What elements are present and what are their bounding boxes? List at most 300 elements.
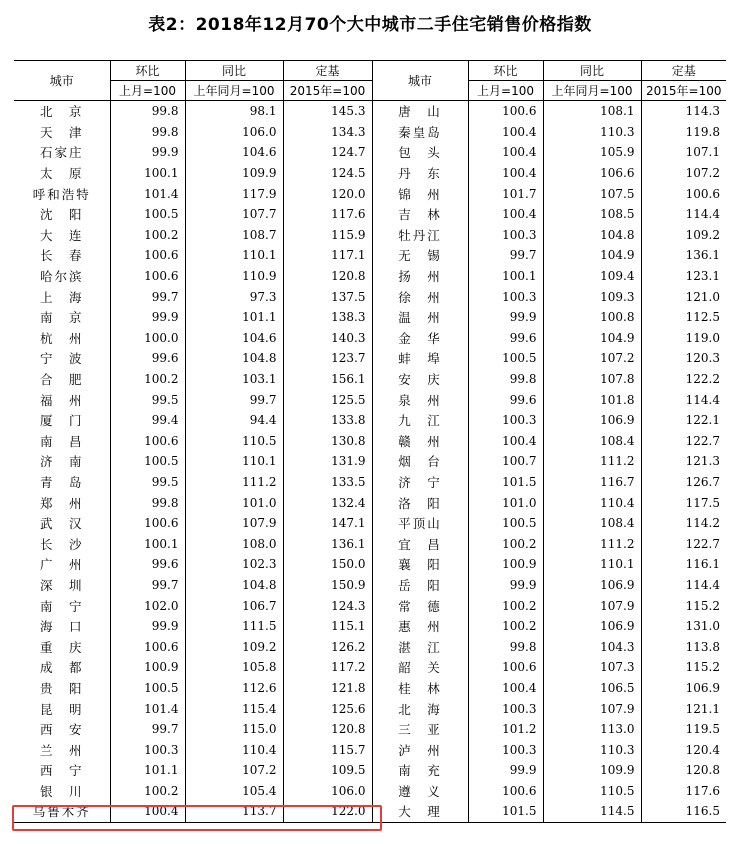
r-fix-cell: 122.7 (641, 431, 726, 452)
l-yoy-cell: 105.8 (185, 657, 283, 678)
l-yoy-cell: 101.0 (185, 492, 283, 513)
l-yoy-cell: 107.9 (185, 513, 283, 534)
r-city-cell: 丹 东 (372, 163, 468, 184)
r-fix-cell: 123.1 (641, 266, 726, 287)
l-mom-cell: 100.2 (110, 225, 185, 246)
l-fix-cell: 124.3 (283, 595, 372, 616)
l-fix-cell: 109.5 (283, 760, 372, 781)
r-fix-cell: 106.9 (641, 678, 726, 699)
r-city-cell: 湛 江 (372, 636, 468, 657)
r-city-cell: 桂 林 (372, 678, 468, 699)
l-city-cell: 天 津 (39, 124, 84, 140)
city-header-left: 城市 (14, 61, 110, 101)
l-fix-cell: 106.0 (283, 781, 372, 802)
l-mom-cell: 100.0 (110, 328, 185, 349)
l-mom-cell: 100.6 (110, 431, 185, 452)
l-fix-cell: 117.6 (283, 204, 372, 225)
r-city-cell: 蚌 埠 (372, 348, 468, 369)
r-yoy-cell: 108.4 (543, 431, 641, 452)
l-city-cell: 宁 波 (39, 351, 84, 367)
table-row (14, 472, 726, 493)
l-yoy-cell: 94.4 (185, 410, 283, 431)
l-yoy-cell: 115.4 (185, 698, 283, 719)
r-city-cell: 常 德 (372, 595, 468, 616)
l-city-cell: 长 春 (39, 248, 84, 264)
l-fix-cell: 132.4 (283, 492, 372, 513)
r-fix-cell: 122.1 (641, 410, 726, 431)
l-city-cell: 福 州 (39, 392, 84, 408)
r-city-cell: 洛 阳 (372, 492, 468, 513)
table-row (14, 266, 726, 287)
r-mom-cell: 100.3 (468, 286, 543, 307)
l-yoy-cell: 110.4 (185, 739, 283, 760)
l-yoy-cell: 107.2 (185, 760, 283, 781)
r-yoy-cell: 107.3 (543, 657, 641, 678)
r-yoy-cell: 107.9 (543, 698, 641, 719)
table-row (14, 595, 726, 616)
l-city-cell: 合 肥 (39, 372, 84, 388)
l-city-cell: 昆 明 (39, 701, 84, 717)
r-city-cell: 岳 阳 (372, 575, 468, 596)
r-mom-cell: 100.2 (468, 533, 543, 554)
r-mom-cell: 100.5 (468, 348, 543, 369)
r-mom-cell: 100.4 (468, 142, 543, 163)
r-city-cell: 济 宁 (372, 472, 468, 493)
table-row (14, 719, 726, 740)
table-row (14, 554, 726, 575)
l-fix-cell: 136.1 (283, 533, 372, 554)
l-city-cell: 深 圳 (39, 577, 84, 593)
r-yoy-cell: 109.9 (543, 760, 641, 781)
r-yoy-cell: 109.3 (543, 286, 641, 307)
r-mom-cell: 101.0 (468, 492, 543, 513)
l-mom-cell: 100.2 (110, 781, 185, 802)
l-mom-cell: 100.6 (110, 636, 185, 657)
l-city-cell: 重 庆 (39, 639, 84, 655)
table-row (14, 760, 726, 781)
r-mom-cell: 100.4 (468, 431, 543, 452)
l-yoy-cell: 98.1 (185, 101, 283, 122)
l-yoy-cell: 108.7 (185, 225, 283, 246)
r-yoy-cell: 107.9 (543, 595, 641, 616)
table-row (14, 183, 726, 204)
l-fix-cell: 126.2 (283, 636, 372, 657)
r-yoy-cell: 105.9 (543, 142, 641, 163)
r-yoy-cell: 104.3 (543, 636, 641, 657)
l-city-cell: 杭 州 (39, 330, 84, 346)
l-fix-cell: 140.3 (283, 328, 372, 349)
r-fix-cell: 126.7 (641, 472, 726, 493)
l-fix-cell: 145.3 (283, 101, 372, 122)
r-city-cell: 牡丹江 (372, 225, 468, 246)
r-mom-cell: 99.6 (468, 328, 543, 349)
r-city-cell: 包 头 (372, 142, 468, 163)
l-yoy-cell: 111.2 (185, 472, 283, 493)
r-fix-cell: 120.8 (641, 760, 726, 781)
r-yoy-cell: 111.2 (543, 533, 641, 554)
r-mom-cell: 100.5 (468, 513, 543, 534)
r-yoy-cell: 110.1 (543, 554, 641, 575)
l-yoy-cell: 110.9 (185, 266, 283, 287)
r-city-cell: 吉 林 (372, 204, 468, 225)
l-mom-cell: 100.2 (110, 369, 185, 390)
r-yoy-cell: 108.5 (543, 204, 641, 225)
r-mom-cell: 100.9 (468, 554, 543, 575)
l-city-cell: 广 州 (39, 557, 84, 573)
r-mom-cell: 101.7 (468, 183, 543, 204)
l-city-cell: 沈 阳 (39, 207, 84, 223)
r-fix-cell: 119.5 (641, 719, 726, 740)
r-city-cell: 徐 州 (372, 286, 468, 307)
l-city-cell: 太 原 (39, 166, 84, 182)
r-mom-cell: 100.3 (468, 225, 543, 246)
table-title: 表2：2018年12月70个大中城市二手住宅销售价格指数 (148, 15, 592, 35)
r-mom-cell: 100.2 (468, 616, 543, 637)
r-fix-cell: 119.0 (641, 328, 726, 349)
l-mom-cell: 100.6 (110, 513, 185, 534)
r-fix-cell: 113.8 (641, 636, 726, 657)
l-city-cell: 西 安 (39, 722, 84, 738)
r-yoy-cell: 106.9 (543, 616, 641, 637)
l-mom-cell: 100.5 (110, 451, 185, 472)
r-yoy-cell: 100.8 (543, 307, 641, 328)
fixed-base-left: 2015年=100 (283, 81, 372, 101)
r-city-cell: 三 亚 (372, 719, 468, 740)
r-city-cell: 扬 州 (372, 266, 468, 287)
l-yoy-cell: 106.0 (185, 122, 283, 143)
l-yoy-cell: 105.4 (185, 781, 283, 802)
l-yoy-cell: 104.6 (185, 328, 283, 349)
r-mom-cell: 100.3 (468, 410, 543, 431)
r-yoy-cell: 110.3 (543, 739, 641, 760)
table-row (14, 369, 726, 390)
l-city-cell: 兰 州 (39, 742, 84, 758)
l-yoy-cell: 97.3 (185, 286, 283, 307)
l-fix-cell: 133.8 (283, 410, 372, 431)
l-fix-cell: 150.9 (283, 575, 372, 596)
l-mom-cell: 99.7 (110, 286, 185, 307)
l-yoy-cell: 99.7 (185, 389, 283, 410)
fixed-base-right: 2015年=100 (641, 81, 726, 101)
r-fix-cell: 122.2 (641, 369, 726, 390)
r-yoy-cell: 113.0 (543, 719, 641, 740)
table-row (14, 451, 726, 472)
l-mom-cell: 102.0 (110, 595, 185, 616)
l-mom-cell: 100.6 (110, 266, 185, 287)
yoy-header-right: 同比 (543, 61, 641, 81)
table-row (14, 739, 726, 760)
l-city-cell: 武 汉 (39, 516, 84, 532)
l-mom-cell: 100.6 (110, 245, 185, 266)
r-fix-cell: 115.2 (641, 657, 726, 678)
l-fix-cell: 120.8 (283, 266, 372, 287)
l-yoy-cell: 109.9 (185, 163, 283, 184)
r-fix-cell: 121.0 (641, 286, 726, 307)
r-yoy-cell: 106.9 (543, 410, 641, 431)
l-fix-cell: 122.0 (283, 801, 372, 822)
r-mom-cell: 100.4 (468, 163, 543, 184)
r-fix-cell: 112.5 (641, 307, 726, 328)
l-fix-cell: 125.5 (283, 389, 372, 410)
r-yoy-cell: 110.5 (543, 781, 641, 802)
l-fix-cell: 124.5 (283, 163, 372, 184)
table-row (14, 513, 726, 534)
r-yoy-cell: 107.5 (543, 183, 641, 204)
l-yoy-cell: 108.0 (185, 533, 283, 554)
r-mom-cell: 100.4 (468, 204, 543, 225)
r-fix-cell: 107.2 (641, 163, 726, 184)
r-fix-cell: 114.4 (641, 389, 726, 410)
table-row (14, 781, 726, 802)
table-row (14, 801, 726, 822)
r-yoy-cell: 116.7 (543, 472, 641, 493)
r-mom-cell: 101.5 (468, 472, 543, 493)
yoy-base-right: 上年同月=100 (543, 81, 641, 101)
r-city-cell: 遵 义 (372, 781, 468, 802)
r-mom-cell: 99.7 (468, 245, 543, 266)
l-city-cell: 贵 阳 (39, 680, 84, 696)
mom-base-left: 上月=100 (110, 81, 185, 101)
table-row (14, 204, 726, 225)
l-city-cell: 厦 门 (39, 413, 84, 429)
l-city-cell: 青 岛 (39, 474, 84, 490)
table-row (14, 533, 726, 554)
r-mom-cell: 100.3 (468, 739, 543, 760)
r-mom-cell: 100.7 (468, 451, 543, 472)
l-mom-cell: 99.7 (110, 719, 185, 740)
l-city-cell: 西 宁 (39, 763, 84, 779)
l-city-cell: 乌鲁木齐 (14, 801, 110, 822)
l-yoy-cell: 111.5 (185, 616, 283, 637)
yoy-header-left: 同比 (185, 61, 283, 81)
l-mom-cell: 100.5 (110, 204, 185, 225)
r-fix-cell: 114.4 (641, 204, 726, 225)
table-row (14, 678, 726, 699)
r-city-cell: 大 理 (372, 801, 468, 822)
r-fix-cell: 131.0 (641, 616, 726, 637)
table-row (14, 410, 726, 431)
table-row (14, 616, 726, 637)
table-row (14, 328, 726, 349)
table-row (14, 101, 726, 122)
r-fix-cell: 136.1 (641, 245, 726, 266)
r-mom-cell: 100.2 (468, 595, 543, 616)
r-city-cell: 韶 关 (372, 657, 468, 678)
r-yoy-cell: 101.8 (543, 389, 641, 410)
l-mom-cell: 99.5 (110, 472, 185, 493)
l-yoy-cell: 112.6 (185, 678, 283, 699)
l-city-cell: 济 南 (39, 454, 84, 470)
r-yoy-cell: 104.9 (543, 245, 641, 266)
l-yoy-cell: 107.7 (185, 204, 283, 225)
l-fix-cell: 117.1 (283, 245, 372, 266)
l-fix-cell: 115.1 (283, 616, 372, 637)
l-yoy-cell: 106.7 (185, 595, 283, 616)
l-fix-cell: 133.5 (283, 472, 372, 493)
r-city-cell: 安 庆 (372, 369, 468, 390)
r-fix-cell: 119.8 (641, 122, 726, 143)
l-fix-cell: 150.0 (283, 554, 372, 575)
r-fix-cell: 116.1 (641, 554, 726, 575)
l-fix-cell: 121.8 (283, 678, 372, 699)
r-yoy-cell: 104.8 (543, 225, 641, 246)
l-mom-cell: 99.8 (110, 122, 185, 143)
r-fix-cell: 117.6 (641, 781, 726, 802)
fixed-header-right: 定基 (641, 61, 726, 81)
l-fix-cell: 115.7 (283, 739, 372, 760)
l-mom-cell: 100.1 (110, 163, 185, 184)
l-yoy-cell: 110.1 (185, 451, 283, 472)
l-fix-cell: 134.3 (283, 122, 372, 143)
r-city-cell: 烟 台 (372, 451, 468, 472)
fixed-header-left: 定基 (283, 61, 372, 81)
l-mom-cell: 99.8 (110, 101, 185, 122)
l-mom-cell: 100.5 (110, 678, 185, 699)
r-yoy-cell: 108.1 (543, 101, 641, 122)
r-mom-cell: 99.8 (468, 636, 543, 657)
table-row (14, 657, 726, 678)
r-city-cell: 金 华 (372, 328, 468, 349)
l-mom-cell: 101.1 (110, 760, 185, 781)
l-mom-cell: 100.3 (110, 739, 185, 760)
l-yoy-cell: 110.5 (185, 431, 283, 452)
l-yoy-cell: 117.9 (185, 183, 283, 204)
r-city-cell: 南 充 (372, 760, 468, 781)
l-mom-cell: 101.4 (110, 183, 185, 204)
l-city-cell: 大 连 (39, 227, 84, 243)
r-city-cell: 温 州 (372, 307, 468, 328)
l-fix-cell: 147.1 (283, 513, 372, 534)
r-city-cell: 无 锡 (372, 245, 468, 266)
r-city-cell: 秦皇岛 (372, 122, 468, 143)
city-header-right: 城市 (372, 61, 468, 101)
l-yoy-cell: 104.8 (185, 575, 283, 596)
l-fix-cell: 117.2 (283, 657, 372, 678)
l-fix-cell: 115.9 (283, 225, 372, 246)
l-yoy-cell: 103.1 (185, 369, 283, 390)
r-fix-cell: 100.6 (641, 183, 726, 204)
table-row (14, 163, 726, 184)
r-mom-cell: 99.9 (468, 760, 543, 781)
r-fix-cell: 107.1 (641, 142, 726, 163)
r-yoy-cell: 111.2 (543, 451, 641, 472)
table-body (14, 101, 726, 823)
l-fix-cell: 131.9 (283, 451, 372, 472)
l-city-cell: 北 京 (39, 104, 84, 120)
l-city-cell: 银 川 (39, 783, 84, 799)
l-fix-cell: 124.7 (283, 142, 372, 163)
l-mom-cell: 99.6 (110, 554, 185, 575)
l-mom-cell: 99.9 (110, 142, 185, 163)
r-mom-cell: 100.3 (468, 698, 543, 719)
r-city-cell: 锦 州 (372, 183, 468, 204)
r-city-cell: 惠 州 (372, 616, 468, 637)
r-yoy-cell: 106.5 (543, 678, 641, 699)
r-mom-cell: 99.8 (468, 369, 543, 390)
r-city-cell: 泉 州 (372, 389, 468, 410)
mom-header-right: 环比 (468, 61, 543, 81)
r-fix-cell: 114.3 (641, 101, 726, 122)
r-yoy-cell: 110.4 (543, 492, 641, 513)
r-fix-cell: 120.4 (641, 739, 726, 760)
r-city-cell: 北 海 (372, 698, 468, 719)
l-yoy-cell: 104.8 (185, 348, 283, 369)
l-city-cell: 南 宁 (39, 598, 84, 614)
table-row (14, 245, 726, 266)
table-row (14, 575, 726, 596)
l-city-cell: 成 都 (39, 660, 84, 676)
l-mom-cell: 99.7 (110, 575, 185, 596)
r-mom-cell: 100.6 (468, 101, 543, 122)
r-fix-cell: 109.2 (641, 225, 726, 246)
r-yoy-cell: 107.2 (543, 348, 641, 369)
yoy-base-left: 上年同月=100 (185, 81, 283, 101)
l-yoy-cell: 101.1 (185, 307, 283, 328)
l-mom-cell: 99.4 (110, 410, 185, 431)
l-fix-cell: 130.8 (283, 431, 372, 452)
r-yoy-cell: 109.4 (543, 266, 641, 287)
l-yoy-cell: 113.7 (185, 801, 283, 822)
l-mom-cell: 100.4 (110, 801, 185, 822)
r-city-cell: 九 江 (372, 410, 468, 431)
r-fix-cell: 120.3 (641, 348, 726, 369)
r-city-cell: 襄 阳 (372, 554, 468, 575)
table-row (14, 225, 726, 246)
l-city-cell: 哈尔滨 (39, 269, 84, 285)
l-city-cell: 呼和浩特 (32, 186, 91, 202)
l-fix-cell: 120.8 (283, 719, 372, 740)
l-city-cell: 海 口 (39, 619, 84, 635)
l-mom-cell: 99.5 (110, 389, 185, 410)
l-city-cell: 郑 州 (39, 495, 84, 511)
r-mom-cell: 100.4 (468, 678, 543, 699)
table-row (14, 286, 726, 307)
l-mom-cell: 99.9 (110, 307, 185, 328)
r-mom-cell: 101.5 (468, 801, 543, 822)
l-city-cell: 长 沙 (39, 536, 84, 552)
l-mom-cell: 99.6 (110, 348, 185, 369)
price-index-table (14, 60, 726, 823)
r-mom-cell: 100.4 (468, 122, 543, 143)
r-fix-cell: 122.7 (641, 533, 726, 554)
l-city-cell: 石家庄 (39, 145, 84, 161)
l-mom-cell: 99.8 (110, 492, 185, 513)
r-mom-cell: 99.9 (468, 307, 543, 328)
l-fix-cell: 137.5 (283, 286, 372, 307)
l-city-cell: 南 京 (39, 310, 84, 326)
r-fix-cell: 114.4 (641, 575, 726, 596)
r-mom-cell: 100.6 (468, 781, 543, 802)
l-yoy-cell: 102.3 (185, 554, 283, 575)
l-yoy-cell: 115.0 (185, 719, 283, 740)
l-yoy-cell: 110.1 (185, 245, 283, 266)
table-row (14, 307, 726, 328)
r-mom-cell: 99.6 (468, 389, 543, 410)
mom-header-left: 环比 (110, 61, 185, 81)
l-fix-cell: 138.3 (283, 307, 372, 328)
l-fix-cell: 156.1 (283, 369, 372, 390)
r-fix-cell: 117.5 (641, 492, 726, 513)
l-fix-cell: 120.0 (283, 183, 372, 204)
r-yoy-cell: 110.3 (543, 122, 641, 143)
r-fix-cell: 114.2 (641, 513, 726, 534)
r-yoy-cell: 107.8 (543, 369, 641, 390)
r-mom-cell: 101.2 (468, 719, 543, 740)
l-city-cell: 上 海 (39, 289, 84, 305)
l-mom-cell: 100.1 (110, 533, 185, 554)
r-yoy-cell: 108.4 (543, 513, 641, 534)
price-index-table-frame (14, 60, 726, 830)
